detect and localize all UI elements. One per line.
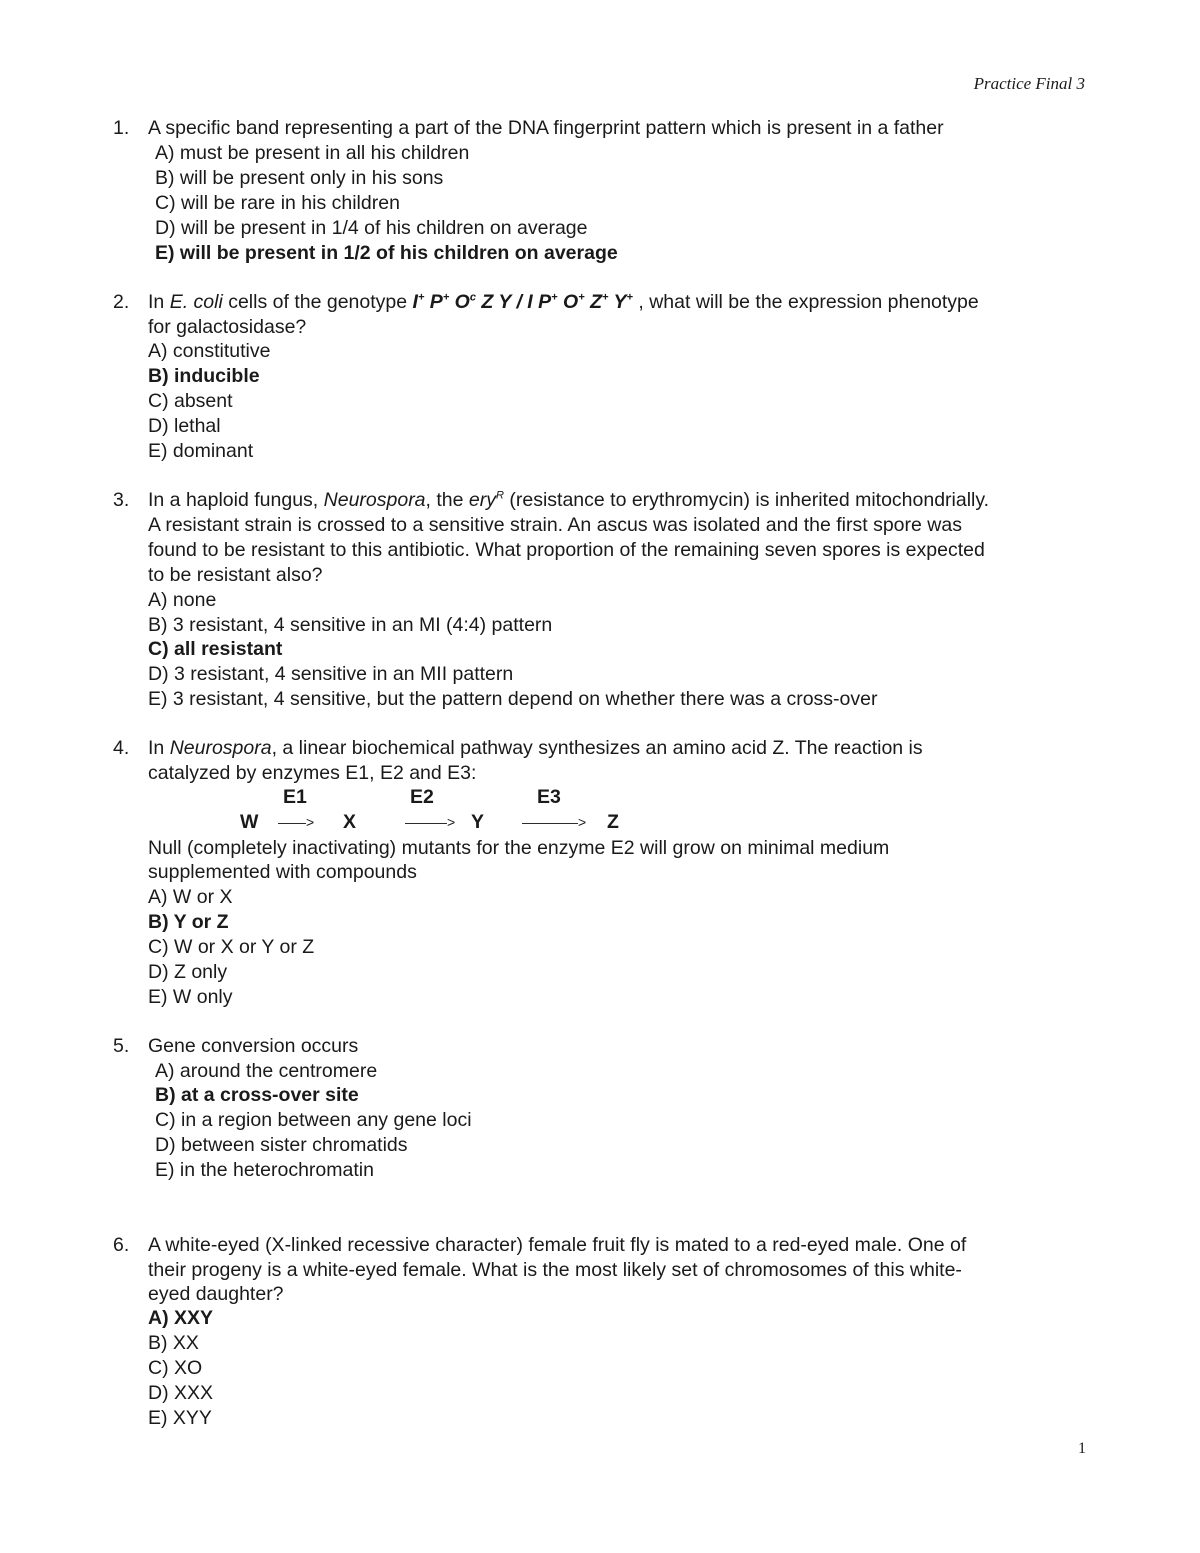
question-text-line: eyed daughter?	[148, 1283, 284, 1305]
question-number: 5.	[113, 1035, 130, 1057]
question-text-line: Null (completely inactivating) mutants for the enzyme E2 will grow on minimal medium	[148, 837, 890, 859]
genotype-allele: Y+	[613, 291, 633, 313]
option: E) dominant	[148, 440, 254, 462]
question-number: 4.	[113, 737, 130, 759]
option: E) W only	[148, 986, 233, 1008]
correct-option: C) all resistant	[148, 638, 283, 660]
correct-option: A) XXY	[148, 1307, 214, 1329]
arrow: ——>	[278, 814, 315, 830]
correct-option: B) at a cross-over site	[155, 1084, 359, 1106]
question-number: 6.	[113, 1234, 130, 1256]
genotype-allele: O+	[563, 291, 585, 313]
question-number: 3.	[113, 489, 130, 511]
question-1-text: A specific band representing a part of the DNA fingerprint pattern which is present in a father	[148, 117, 944, 139]
question-4-text: In Neurospora, a linear biochemical pathway synthesizes an amino acid Z. The reaction is	[148, 737, 923, 759]
question-number: 2.	[113, 291, 130, 313]
option: A) constitutive	[148, 340, 271, 362]
correct-option: B) Y or Z	[148, 911, 229, 933]
option: A) around the centromere	[155, 1060, 378, 1082]
question-5-text: Gene conversion occurs	[148, 1035, 359, 1057]
arrow: ———>	[405, 814, 456, 830]
genotype-allele: I+	[412, 291, 425, 313]
compound-label: X	[343, 811, 357, 833]
option: B) 3 resistant, 4 sensitive in an MI (4:4) pattern	[148, 614, 553, 636]
question-text-line: for galactosidase?	[148, 316, 307, 338]
correct-option: B) inducible	[148, 365, 260, 387]
option: D) XXX	[148, 1382, 214, 1404]
genotype	[413, 291, 633, 313]
question-2-text: In E. coli cells of the genotype I+ P+ $O^c$ Z Y / I P+ O+ Z+ Y+ , what will be the expression phenotype	[148, 291, 979, 313]
genotype-allele: Y	[498, 291, 512, 313]
option: D) Z only	[148, 961, 228, 983]
option: A) must be present in all his children	[155, 142, 470, 164]
question-text-line: their progeny is a white-eyed female. What is the most likely set of chromosomes of this white-	[148, 1259, 962, 1281]
page-header: Practice Final 3	[973, 74, 1085, 93]
option: B) XX	[148, 1332, 199, 1354]
genotype-allele: $O^c$	[454, 291, 476, 313]
option: D) lethal	[148, 415, 221, 437]
correct-option: E) will be present in 1/2 of his children on average	[155, 242, 618, 264]
option: C) in a region between any gene loci	[155, 1109, 472, 1131]
genotype-allele: Z	[481, 291, 494, 313]
option: C) absent	[148, 390, 233, 412]
option: B) will be present only in his sons	[155, 167, 444, 189]
enzyme-label: E3	[537, 786, 561, 808]
option: E) 3 resistant, 4 sensitive, but the pattern depend on whether there was a cross-over	[148, 688, 878, 710]
option: D) 3 resistant, 4 sensitive in an MII pattern	[148, 663, 514, 685]
question-text-line: to be resistant also?	[148, 564, 323, 586]
option: E) in the heterochromatin	[155, 1159, 374, 1181]
page-number: 1	[1078, 1440, 1086, 1457]
genotype-allele: P+	[429, 291, 450, 313]
option: A) none	[148, 589, 217, 611]
question-text-line: A resistant strain is crossed to a sensitive strain. An ascus was isolated and the first spore was	[148, 514, 962, 536]
option: C) will be rare in his children	[155, 192, 400, 214]
question-text-line: catalyzed by enzymes E1, E2 and E3:	[148, 762, 477, 784]
question-3-text: In a haploid fungus, Neurospora, the ery$^R$ (resistance to erythromycin) is inherited mitochondrially.	[148, 489, 990, 511]
genotype-allele: Z+	[590, 291, 609, 313]
question-6-text: A white-eyed (X-linked recessive character) female fruit fly is mated to a red-eyed male. One of	[148, 1234, 967, 1256]
compound-label: Z	[607, 811, 619, 833]
question-number: 1.	[113, 117, 130, 139]
enzyme-label: E2	[410, 786, 434, 808]
question-text-line: supplemented with compounds	[148, 861, 417, 883]
option: D) will be present in 1/4 of his children on average	[155, 217, 588, 239]
option: C) XO	[148, 1357, 203, 1379]
enzyme-label: E1	[283, 786, 307, 808]
arrow: ————>	[522, 814, 587, 830]
question-text-line: found to be resistant to this antibiotic. What proportion of the remaining seven spores is expected	[148, 539, 985, 561]
option: E) XYY	[148, 1407, 212, 1429]
option: A) W or X	[148, 886, 233, 908]
genotype-allele: / I	[516, 291, 533, 313]
option: C) W or X or Y or Z	[148, 936, 315, 958]
compound-label: Y	[471, 811, 485, 833]
option: D) between sister chromatids	[155, 1134, 408, 1156]
compound-label: W	[240, 811, 259, 833]
genotype-allele: P+	[538, 291, 558, 313]
